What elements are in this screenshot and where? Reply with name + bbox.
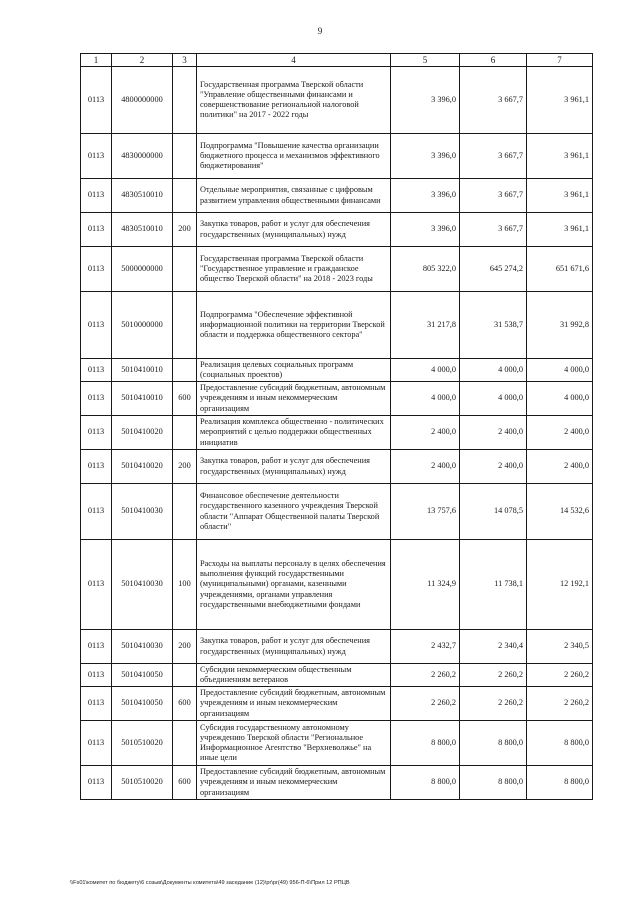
amount-col7-cell: 2 260,2 [527, 687, 593, 721]
table-row [81, 382, 593, 416]
amount-col7-cell: 12 192,1 [527, 540, 593, 630]
expense-type-cell [173, 664, 197, 687]
section-code-cell: 0113 [81, 416, 112, 450]
amount-col5-cell: 3 396,0 [391, 179, 460, 213]
amount-col7-cell: 2 400,0 [527, 416, 593, 450]
table-row [81, 247, 593, 292]
amount-col6-cell: 3 667,7 [460, 213, 527, 247]
column-header: 7 [527, 54, 593, 67]
budget-table [80, 53, 593, 800]
table-row [81, 67, 593, 134]
target-code-cell: 5010410010 [112, 359, 173, 382]
target-code-cell: 5010410050 [112, 687, 173, 721]
target-code-cell: 5010410020 [112, 416, 173, 450]
section-code-cell: 0113 [81, 484, 112, 540]
table-row [81, 213, 593, 247]
target-code-cell: 5010000000 [112, 292, 173, 359]
expense-type-cell [173, 179, 197, 213]
section-code-cell: 0113 [81, 179, 112, 213]
amount-col5-cell: 3 396,0 [391, 67, 460, 134]
amount-col6-cell: 3 667,7 [460, 134, 527, 179]
amount-col6-cell: 31 538,7 [460, 292, 527, 359]
page-number: 9 [317, 26, 323, 36]
expense-type-cell [173, 67, 197, 134]
table-row [81, 687, 593, 721]
description-cell: Предоставление субсидий бюджетным, автономным учреждениям и иным некоммерческим организациям [197, 687, 391, 721]
section-code-cell: 0113 [81, 450, 112, 484]
amount-col6-cell: 4 000,0 [460, 382, 527, 416]
expense-type-cell: 100 [173, 540, 197, 630]
target-code-cell: 5010410050 [112, 664, 173, 687]
amount-col5-cell: 2 432,7 [391, 630, 460, 664]
description-cell: Финансовое обеспечение деятельности государственного казенного учреждения Тверской области "Аппарат Общественной палаты Тверской области" [197, 484, 391, 540]
amount-col5-cell: 13 757,6 [391, 484, 460, 540]
target-code-cell: 4830510010 [112, 179, 173, 213]
amount-col7-cell: 31 992,8 [527, 292, 593, 359]
description-cell: Реализация комплекса общественно - политических мероприятий с целью поддержки общественных инициатив [197, 416, 391, 450]
description-cell: Отдельные мероприятия, связанные с цифровым развитием управления общественными финансами [197, 179, 391, 213]
amount-col5-cell: 805 322,0 [391, 247, 460, 292]
amount-col5-cell: 8 800,0 [391, 766, 460, 800]
amount-col7-cell: 2 260,2 [527, 664, 593, 687]
amount-col5-cell: 3 396,0 [391, 134, 460, 179]
table-row [81, 359, 593, 382]
amount-col6-cell: 11 738,1 [460, 540, 527, 630]
amount-col6-cell: 14 078,5 [460, 484, 527, 540]
amount-col7-cell: 2 400,0 [527, 450, 593, 484]
section-code-cell: 0113 [81, 630, 112, 664]
target-code-cell: 5010410030 [112, 484, 173, 540]
amount-col7-cell: 4 000,0 [527, 382, 593, 416]
section-code-cell: 0113 [81, 134, 112, 179]
amount-col5-cell: 2 400,0 [391, 416, 460, 450]
description-cell: Подпрограмма "Обеспечение эффективной информационной политики на территории Тверской области и поддержка общественного сектора" [197, 292, 391, 359]
expense-type-cell: 200 [173, 450, 197, 484]
table-row [81, 292, 593, 359]
expense-type-cell [173, 721, 197, 766]
description-cell: Государственная программа Тверской области "Управление общественными финансами и совершенствование региональной налоговой политики" на 2017 - 2022 годы [197, 67, 391, 134]
amount-col5-cell: 3 396,0 [391, 213, 460, 247]
target-code-cell: 5010510020 [112, 766, 173, 800]
section-code-cell: 0113 [81, 664, 112, 687]
table-row [81, 766, 593, 800]
description-cell: Государственная программа Тверской области "Государственное управление и гражданское общество Тверской области" на 2018 - 2023 годы [197, 247, 391, 292]
column-header: 1 [81, 54, 112, 67]
expense-type-cell [173, 247, 197, 292]
expense-type-cell [173, 359, 197, 382]
expense-type-cell [173, 484, 197, 540]
amount-col6-cell: 645 274,2 [460, 247, 527, 292]
target-code-cell: 5010410020 [112, 450, 173, 484]
table-header-row [81, 54, 593, 67]
description-cell: Подпрограмма "Повышение качества организации бюджетного процесса и механизмов эффективного бюджетирования" [197, 134, 391, 179]
description-cell: Субсидия государственному автономному учреждению Тверской области "Региональное Информационное Агентство "Верхневолжье" на иные цели [197, 721, 391, 766]
table-row [81, 630, 593, 664]
column-header: 3 [173, 54, 197, 67]
column-header: 5 [391, 54, 460, 67]
amount-col7-cell: 3 961,1 [527, 213, 593, 247]
section-code-cell: 0113 [81, 540, 112, 630]
expense-type-cell: 600 [173, 766, 197, 800]
target-code-cell: 4800000000 [112, 67, 173, 134]
table-row [81, 416, 593, 450]
amount-col5-cell: 2 400,0 [391, 450, 460, 484]
amount-col5-cell: 4 000,0 [391, 382, 460, 416]
amount-col7-cell: 4 000,0 [527, 359, 593, 382]
section-code-cell: 0113 [81, 67, 112, 134]
amount-col6-cell: 2 260,2 [460, 664, 527, 687]
target-code-cell: 5010410030 [112, 540, 173, 630]
expense-type-cell: 600 [173, 687, 197, 721]
column-header: 2 [112, 54, 173, 67]
target-code-cell: 5000000000 [112, 247, 173, 292]
table-row [81, 179, 593, 213]
target-code-cell: 5010410030 [112, 630, 173, 664]
description-cell: Субсидии некоммерческим общественным объединениям ветеранов [197, 664, 391, 687]
description-cell: Реализация целевых социальных программ (социальных проектов) [197, 359, 391, 382]
description-cell: Закупка товаров, работ и услуг для обеспечения государственных (муниципальных) нужд [197, 213, 391, 247]
description-cell: Закупка товаров, работ и услуг для обеспечения государственных (муниципальных) нужд [197, 450, 391, 484]
amount-col7-cell: 3 961,1 [527, 179, 593, 213]
amount-col6-cell: 2 340,4 [460, 630, 527, 664]
table-row [81, 484, 593, 540]
amount-col5-cell: 4 000,0 [391, 359, 460, 382]
amount-col7-cell: 3 961,1 [527, 134, 593, 179]
expense-type-cell [173, 134, 197, 179]
description-cell: Предоставление субсидий бюджетным, автономным учреждениям и иным некоммерческим организациям [197, 766, 391, 800]
amount-col6-cell: 8 800,0 [460, 721, 527, 766]
amount-col6-cell: 8 800,0 [460, 766, 527, 800]
section-code-cell: 0113 [81, 721, 112, 766]
section-code-cell: 0113 [81, 687, 112, 721]
description-cell: Предоставление субсидий бюджетным, автономным учреждениям и иным некоммерческим организациям [197, 382, 391, 416]
amount-col5-cell: 8 800,0 [391, 721, 460, 766]
amount-col7-cell: 8 800,0 [527, 766, 593, 800]
amount-col5-cell: 31 217,8 [391, 292, 460, 359]
amount-col7-cell: 8 800,0 [527, 721, 593, 766]
amount-col5-cell: 2 260,2 [391, 687, 460, 721]
table-row [81, 664, 593, 687]
amount-col6-cell: 4 000,0 [460, 359, 527, 382]
table-row [81, 450, 593, 484]
amount-col6-cell: 2 400,0 [460, 416, 527, 450]
amount-col7-cell: 2 340,5 [527, 630, 593, 664]
table-row [81, 134, 593, 179]
amount-col7-cell: 651 671,6 [527, 247, 593, 292]
section-code-cell: 0113 [81, 382, 112, 416]
amount-col5-cell: 2 260,2 [391, 664, 460, 687]
amount-col6-cell: 2 260,2 [460, 687, 527, 721]
amount-col7-cell: 14 532,6 [527, 484, 593, 540]
amount-col5-cell: 11 324,9 [391, 540, 460, 630]
section-code-cell: 0113 [81, 766, 112, 800]
section-code-cell: 0113 [81, 359, 112, 382]
column-header: 6 [460, 54, 527, 67]
table-row [81, 540, 593, 630]
column-header: 4 [197, 54, 391, 67]
expense-type-cell: 200 [173, 630, 197, 664]
footer-file-path: \\Fs01\комитет по бюджету\6 созыв\Документы комитета\49 заседание (12)\pr\pr(49) 956-П-6\Прил 12 РПЦВ [70, 880, 350, 886]
table-row [81, 721, 593, 766]
expense-type-cell [173, 292, 197, 359]
section-code-cell: 0113 [81, 292, 112, 359]
expense-type-cell: 200 [173, 213, 197, 247]
amount-col6-cell: 3 667,7 [460, 179, 527, 213]
section-code-cell: 0113 [81, 247, 112, 292]
amount-col6-cell: 2 400,0 [460, 450, 527, 484]
table-body [81, 67, 593, 800]
target-code-cell: 5010410010 [112, 382, 173, 416]
section-code-cell: 0113 [81, 213, 112, 247]
description-cell: Расходы на выплаты персоналу в целях обеспечения выполнения функций государственными (муниципальными) органами, казенными учреждениями, органами управления государственными внебюджетными фондами [197, 540, 391, 630]
amount-col6-cell: 3 667,7 [460, 67, 527, 134]
target-code-cell: 5010510020 [112, 721, 173, 766]
expense-type-cell: 600 [173, 382, 197, 416]
target-code-cell: 4830510010 [112, 213, 173, 247]
description-cell: Закупка товаров, работ и услуг для обеспечения государственных (муниципальных) нужд [197, 630, 391, 664]
amount-col7-cell: 3 961,1 [527, 67, 593, 134]
target-code-cell: 4830000000 [112, 134, 173, 179]
expense-type-cell [173, 416, 197, 450]
